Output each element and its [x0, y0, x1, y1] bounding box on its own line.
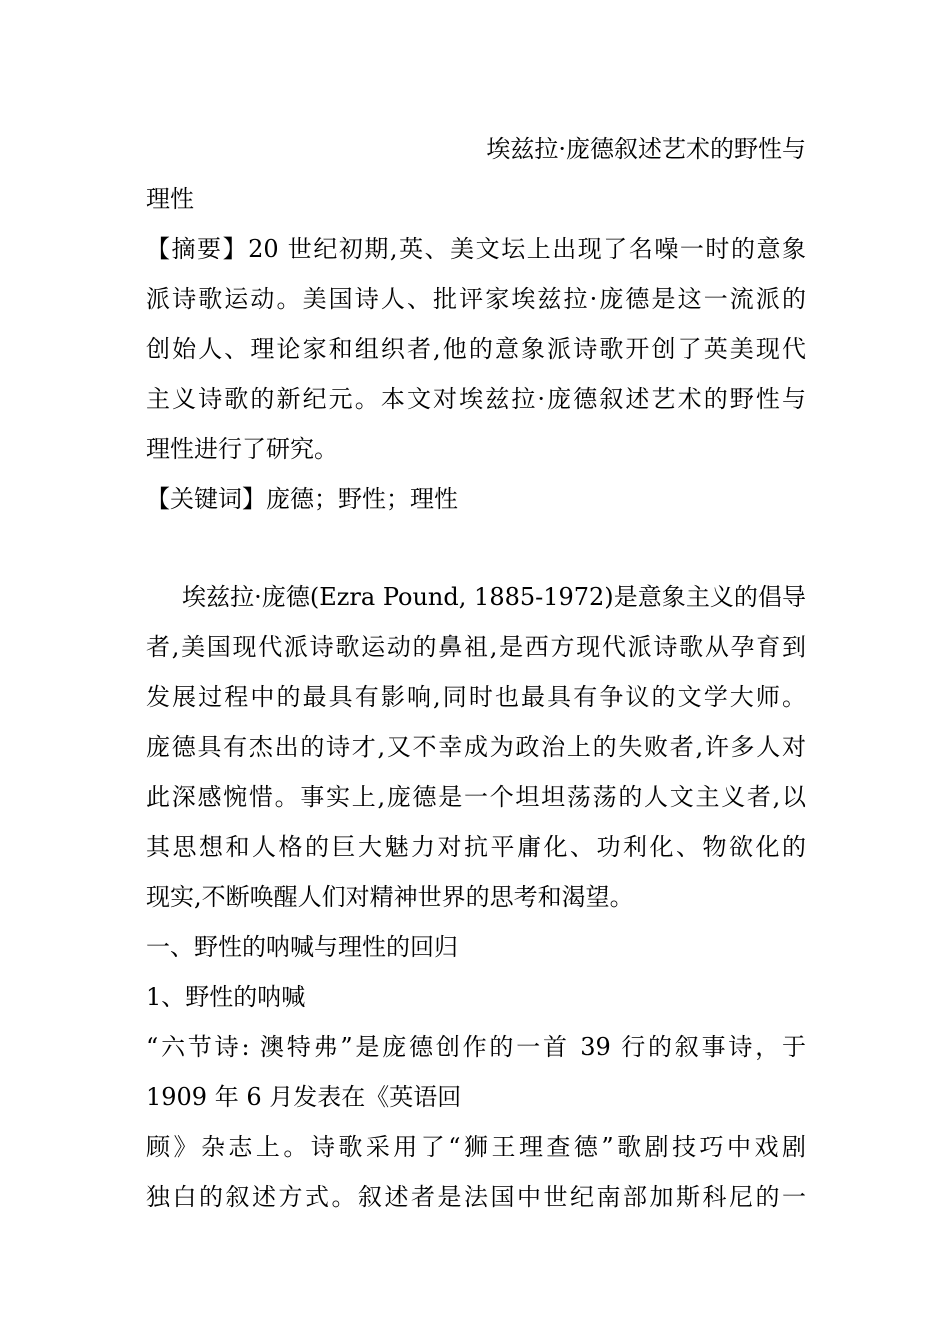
intro-line: 埃兹拉·庞德(Ezra Pound, 1885-1972)是意象主义的倡导 [182, 583, 806, 611]
intro-line: 现实,不断唤醒人们对精神世界的思考和渴望。 [146, 883, 634, 911]
title-line-2: 理性 [146, 185, 194, 213]
section-line: 顾》杂志上。诗歌采用了“狮王理查德”歌剧技巧中戏剧 [146, 1133, 806, 1161]
keywords-line: 【关键词】庞德；野性；理性 [146, 485, 458, 513]
section-heading: 一、野性的呐喊与理性的回归 [146, 933, 458, 961]
section-line: 独白的叙述方式。叙述者是法国中世纪南部加斯科尼的一 [146, 1183, 806, 1211]
abstract-line: 理性进行了研究。 [146, 435, 338, 463]
section-subheading: 1、野性的呐喊 [146, 983, 306, 1011]
abstract-paragraph [146, 224, 806, 474]
abstract-line: 派诗歌运动。美国诗人、批评家埃兹拉·庞德是这一流派的 [146, 285, 806, 313]
abstract-line: 【摘要】20 世纪初期,英、美文坛上出现了名噪一时的意象 [146, 235, 806, 263]
intro-line: 其思想和人格的巨大魅力对抗平庸化、功利化、物欲化的 [146, 833, 806, 861]
abstract-line: 创始人、理论家和组织者,他的意象派诗歌开创了英美现代 [146, 335, 806, 363]
title-line-1: 埃兹拉·庞德叙述艺术的野性与 [486, 135, 806, 163]
section-line: 1909 年 6 月发表在《英语回 [146, 1083, 462, 1111]
intro-line: 此深感惋惜。事实上,庞德是一个坦坦荡荡的人文主义者,以 [146, 783, 806, 811]
intro-paragraph [146, 572, 806, 922]
section-paragraph [146, 1022, 806, 1222]
intro-line: 者,美国现代派诗歌运动的鼻祖,是西方现代派诗歌从孕育到 [146, 633, 806, 661]
paragraph-gap [146, 524, 806, 572]
section-line: “六节诗: 澳特弗”是庞德创作的一首 39 行的叙事诗，于 [146, 1033, 806, 1061]
intro-line: 发展过程中的最具有影响,同时也最具有争议的文学大师。 [146, 683, 806, 711]
document-body [146, 124, 806, 1222]
abstract-line: 主义诗歌的新纪元。本文对埃兹拉·庞德叙述艺术的野性与 [146, 385, 806, 413]
intro-line: 庞德具有杰出的诗才,又不幸成为政治上的失败者,许多人对 [146, 733, 806, 761]
